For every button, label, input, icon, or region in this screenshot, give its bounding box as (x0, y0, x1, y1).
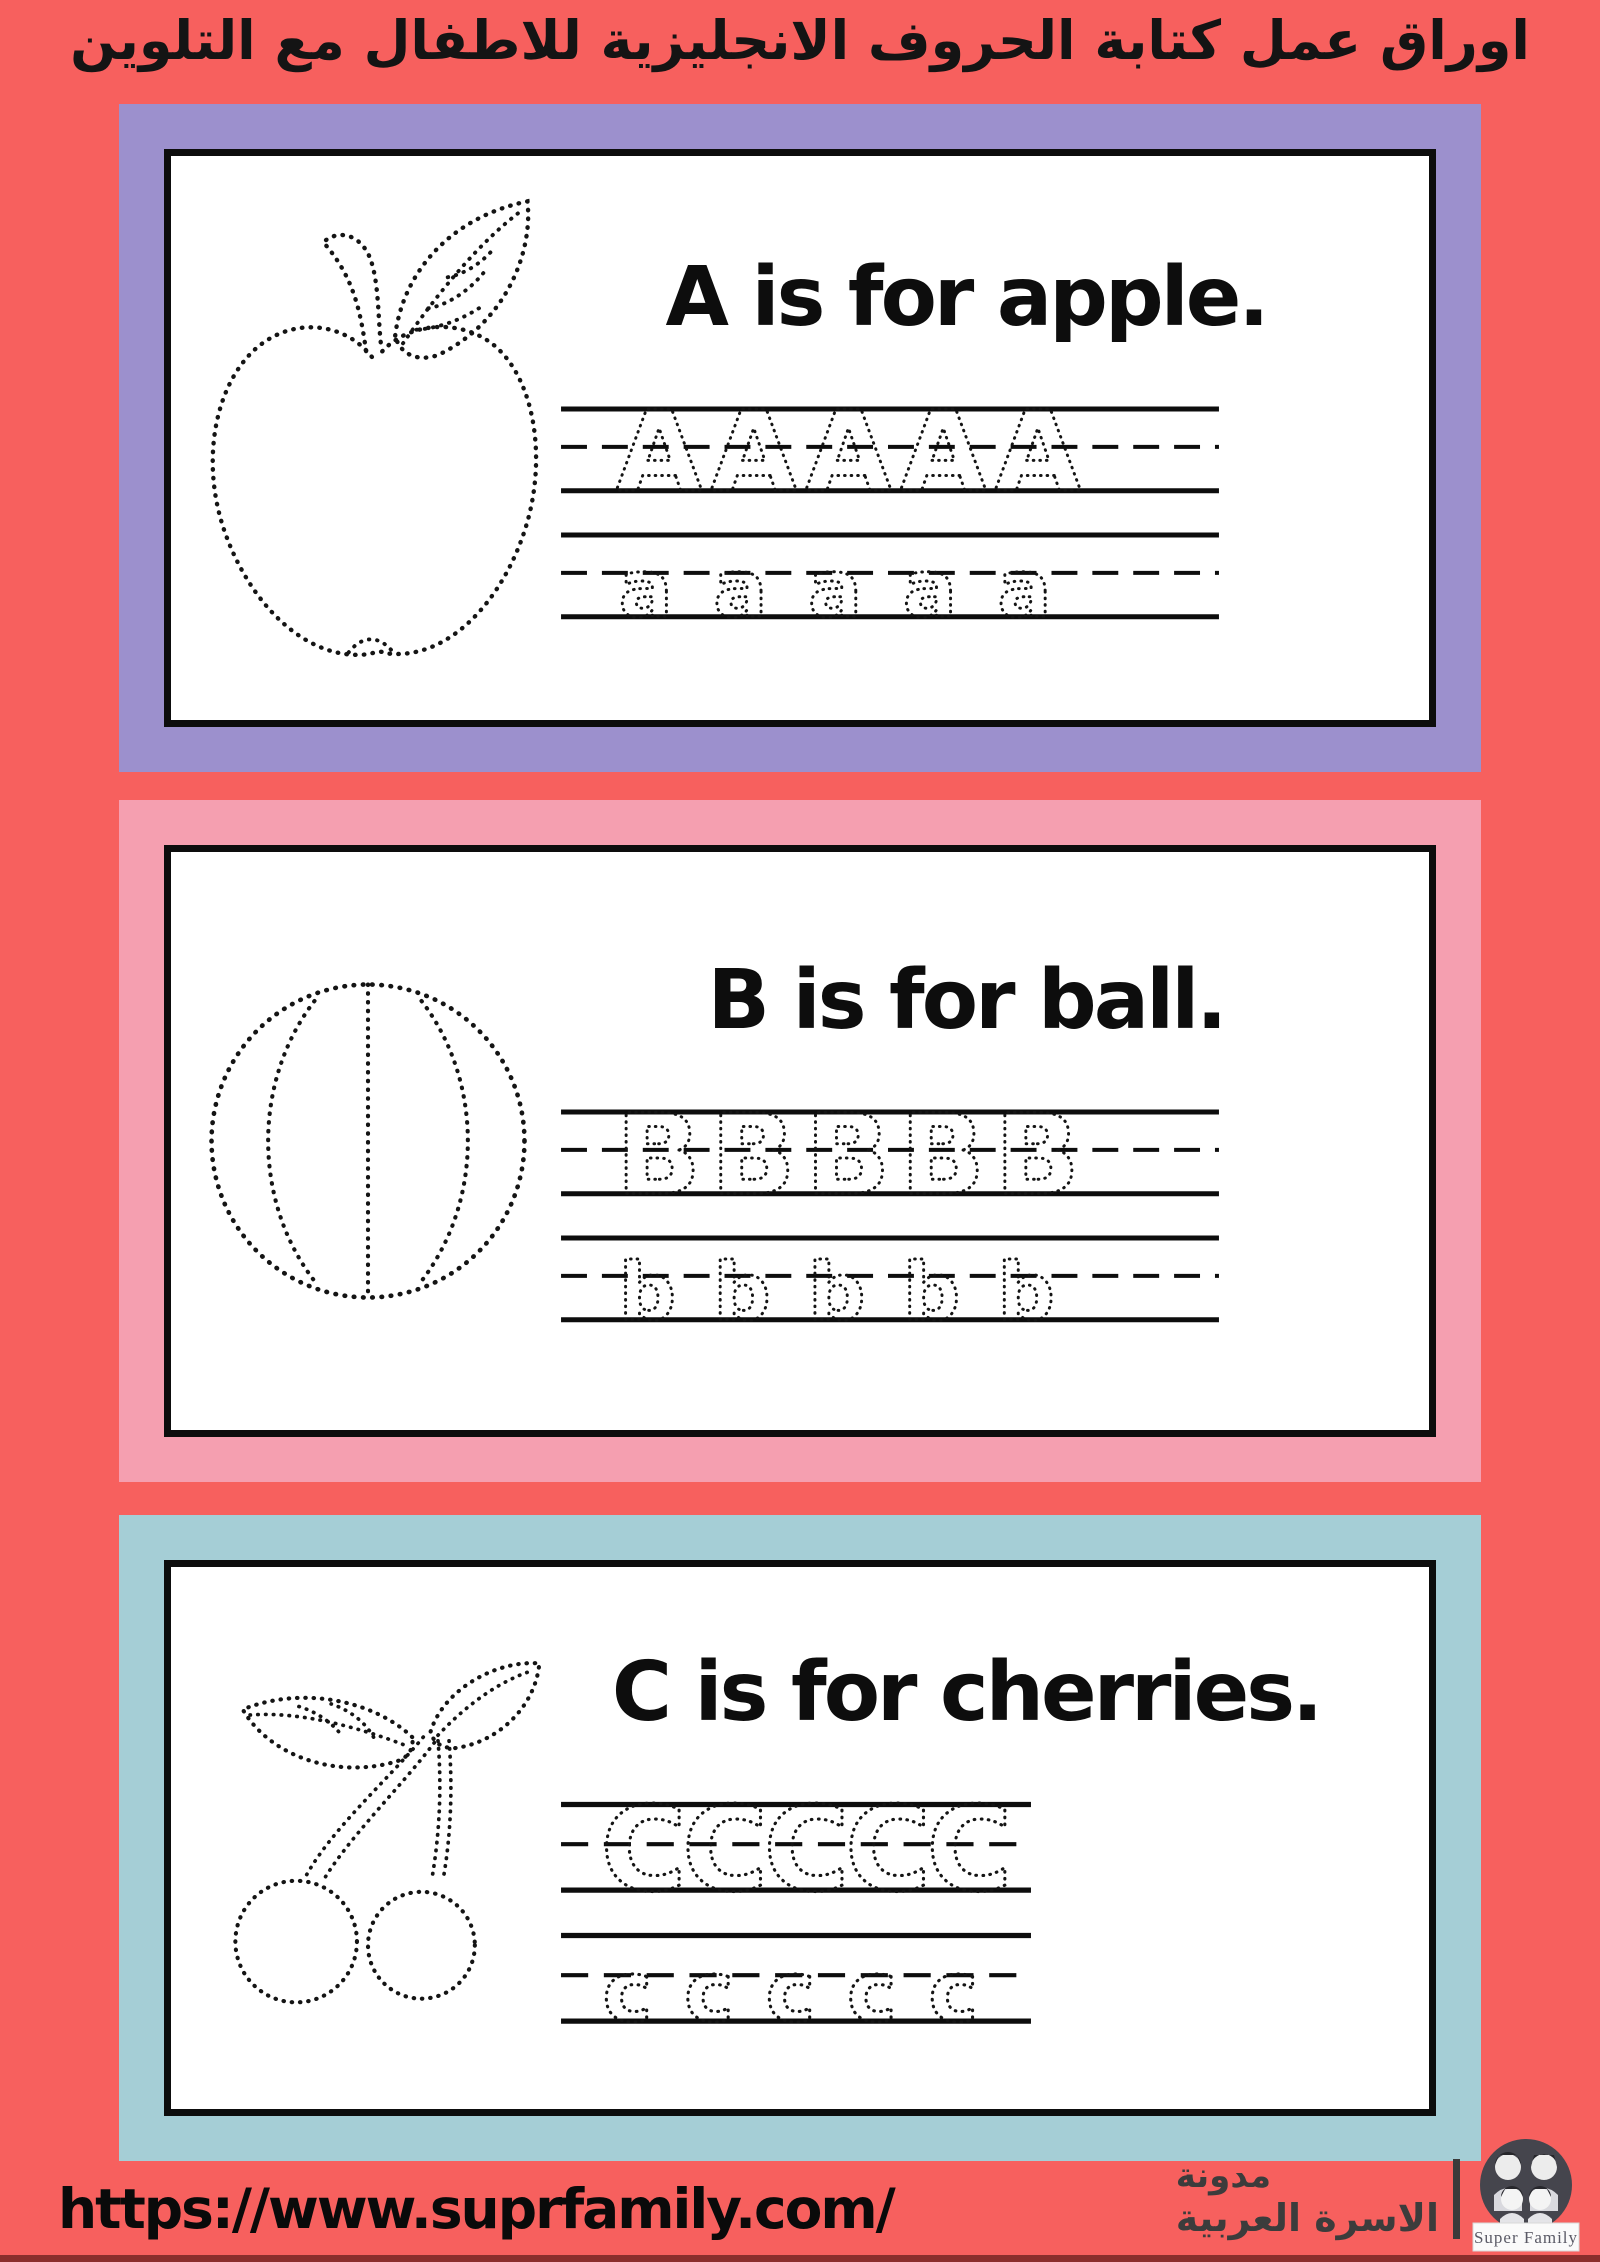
trace-row-upper-b (561, 1100, 1219, 1204)
card-c-panel (164, 1560, 1436, 2116)
bottom-edge-strip (0, 2255, 1600, 2262)
trace-letter: A (994, 396, 1082, 501)
cherry-leaf-right (431, 1663, 540, 1748)
cherry-leaf-left (243, 1697, 413, 1767)
trace-letter: b (902, 1245, 961, 1330)
trace-letter: c (765, 1942, 816, 2032)
ball-right-seam (422, 1001, 468, 1281)
blog-name-line1: مدونة (1175, 2156, 1272, 2197)
trace-row-lower-b (561, 1226, 1219, 1330)
parent-head-2 (1531, 2154, 1557, 2180)
basketball-dotted-icon (193, 966, 543, 1316)
card-b-content (543, 860, 1411, 1422)
apple-dotted-icon (193, 180, 543, 695)
logo-circle (1480, 2139, 1572, 2231)
trace-letter: c (602, 1942, 653, 2032)
cherry-stem-right-a (432, 1740, 439, 1874)
apple-illustration-box (193, 164, 543, 712)
trace-letter: b (808, 1245, 866, 1330)
trace-letter: C (926, 1791, 1013, 1901)
trace-row-lower-a (561, 523, 1219, 627)
cherry-stem-left-b (322, 1742, 434, 1882)
trace-letter: a (713, 542, 768, 627)
trace-letter: C (600, 1791, 687, 1901)
card-a-panel (164, 149, 1436, 727)
trace-row-upper-a (561, 397, 1219, 501)
trace-letter: A (615, 396, 703, 501)
cherry-fruit-right (368, 1891, 475, 1998)
ball-left-seam (268, 1001, 314, 1281)
apple-bottom-dimple (349, 640, 394, 653)
card-b-heading: B is for ball. (707, 952, 1225, 1048)
trace-letter: b (618, 1245, 676, 1330)
blog-name-line2: الاسرة العربية (1175, 2196, 1439, 2241)
child-head-1 (1501, 2188, 1523, 2210)
card-letter-c (119, 1515, 1481, 2161)
parent-head-1 (1495, 2154, 1521, 2180)
trace-letter: c (847, 1942, 897, 2032)
trace-letter: b (997, 1245, 1055, 1330)
ball-illustration-box (193, 860, 543, 1422)
card-a-content (543, 164, 1411, 712)
trace-letter: A (710, 396, 797, 501)
trace-letter: B (615, 1099, 701, 1204)
trace-letter: B (899, 1099, 986, 1204)
page-title: اوراق عمل كتابة الحروف الانجليزية للاطفال مع التلوين (70, 9, 1530, 72)
trace-letter: C (845, 1791, 931, 1901)
trace-row-lower-c (561, 1923, 1031, 2032)
super-family-logo-icon (1470, 2133, 1582, 2255)
apple-leaf-vein-2 (428, 272, 484, 309)
apple-leaf-vein-3 (448, 248, 495, 277)
trace-letter: A (805, 396, 892, 501)
separator-bar (1453, 2159, 1460, 2239)
card-b-panel (164, 845, 1436, 1437)
cherry-fruit-left (235, 1880, 357, 2002)
apple-body (213, 327, 536, 655)
trace-letter: B (994, 1099, 1080, 1204)
card-letter-b (119, 800, 1481, 1482)
trace-letter: c (684, 1942, 734, 2032)
cherries-illustration-box (193, 1575, 543, 2101)
card-c-heading: C is for cherries. (611, 1644, 1321, 1740)
card-c-content (543, 1575, 1411, 2101)
cherry-stem-right-b (444, 1740, 451, 1876)
child-head-2 (1529, 2188, 1551, 2210)
trace-letter: B (805, 1099, 891, 1204)
website-url-link[interactable]: https://www.suprfamily.com/ (58, 2177, 894, 2241)
apple-stem (323, 235, 381, 351)
blog-name-text (1176, 2156, 1439, 2255)
trace-letter: B (710, 1099, 796, 1204)
brand-label-text: Super Family (1473, 2228, 1579, 2247)
card-letter-a (119, 104, 1481, 772)
trace-letter: C (682, 1791, 769, 1901)
cherry-leaf-left-vein-3 (296, 1705, 338, 1731)
trace-letter: c (928, 1942, 979, 2032)
apple-leaf (395, 202, 528, 358)
trace-letter: a (902, 542, 957, 627)
trace-letter: a (997, 542, 1052, 627)
cherry-leaf-right-vein (438, 1670, 532, 1734)
blog-logo-block (1176, 2133, 1582, 2255)
cherries-dotted-icon (193, 1645, 543, 2032)
trace-letter: A (899, 396, 987, 501)
trace-letter: C (763, 1791, 850, 1901)
footer (0, 2156, 1600, 2257)
card-a-heading: A is for apple. (665, 249, 1267, 345)
trace-letter: a (618, 542, 673, 627)
trace-letter: a (808, 542, 863, 627)
trace-row-upper-c (561, 1792, 1031, 1901)
trace-letter: b (713, 1245, 771, 1330)
